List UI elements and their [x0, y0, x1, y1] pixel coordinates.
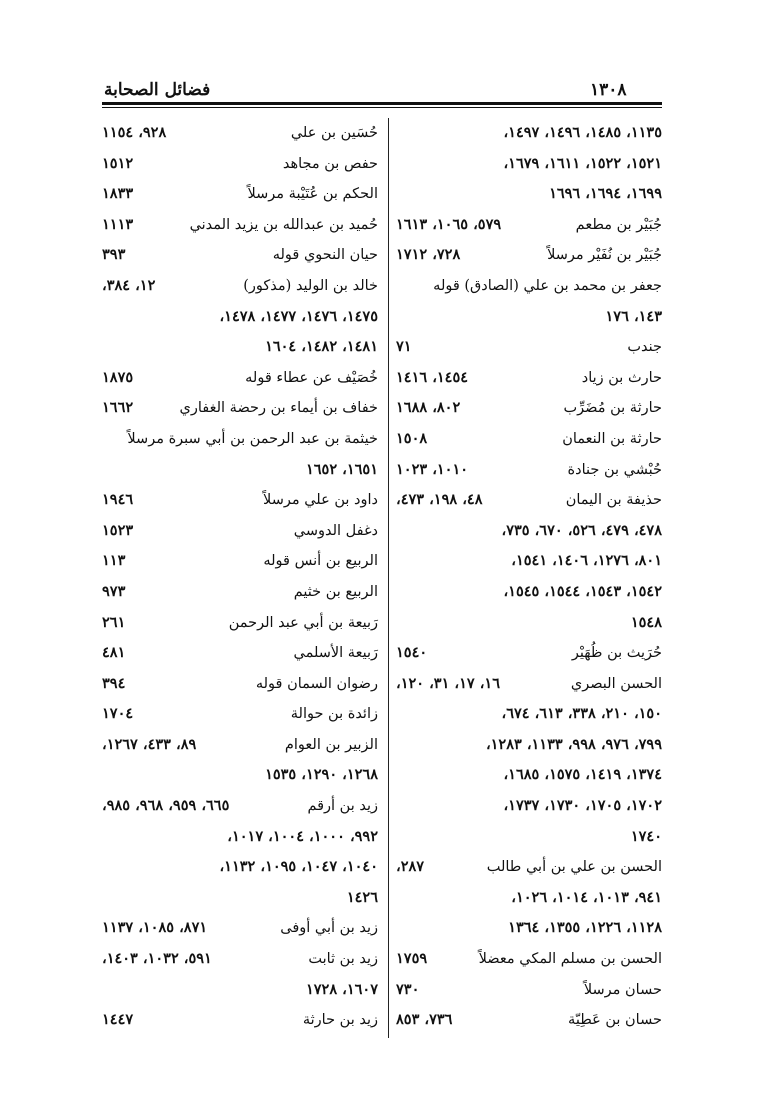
entry-references: ٤٨١ — [102, 644, 126, 662]
entry-references: ١٠١٠، ١٠٢٣ — [396, 460, 469, 478]
entry-references: ١٠٤٠، ١٠٤٧، ١٠٩٥، ١١٣٢، — [219, 858, 378, 876]
entry-references: ١٥٤٠ — [396, 644, 428, 662]
index-entry-line — [396, 975, 662, 1006]
entry-name: الحكم بن عُتَيْبة مرسلاً — [247, 186, 378, 203]
index-entry-line — [396, 608, 662, 639]
entry-name: رضوان السمان قوله — [255, 675, 378, 692]
entry-name: الربيع بن أنس قوله — [263, 553, 378, 570]
index-entry-line — [396, 944, 662, 975]
entry-references: ٤٨، ١٩٨، ٤٧٣، — [396, 491, 483, 509]
entry-name: الحسن بن علي بن أبي طالب — [486, 859, 662, 876]
entry-name: زائدة بن حوالة — [290, 706, 378, 723]
index-entry-line — [396, 760, 662, 791]
entry-name: خُصَيْف عن عطاء قوله — [245, 369, 378, 386]
index-entry-line — [102, 332, 378, 363]
column-divider — [388, 118, 389, 1038]
index-entry-line — [102, 975, 378, 1006]
entry-references: ٢٨٧، — [396, 858, 425, 876]
entry-references: ٧٩٩، ٩٧٦، ٩٩٨، ١١٣٣، ١٢٨٣، — [485, 735, 662, 753]
entry-name: الربيع بن خثيم — [293, 583, 378, 600]
entry-name: حُميد بن عبدالله بن يزيد المدني — [189, 216, 378, 233]
entry-references: ١٦، ١٧، ٣١، ١٢٠، — [396, 674, 500, 692]
index-entry-line — [102, 608, 378, 639]
entry-references: ٧١ — [396, 338, 412, 356]
entry-name: حارثة بن النعمان — [562, 430, 662, 447]
entry-references: ١٥١٢ — [102, 154, 134, 172]
entry-references: ٥٩١، ١٠٣٢، ١٤٠٣، — [102, 950, 212, 968]
entry-references: ٨٧١، ١٠٨٥، ١١٣٧ — [102, 919, 208, 937]
entry-name: الحسن بن مسلم المكي معضلاً — [478, 951, 662, 968]
entry-name: حيان النحوي قوله — [272, 247, 378, 264]
index-entry-line — [102, 393, 378, 424]
header-rule-thin — [102, 107, 662, 108]
entry-references: ١٤٥٤، ١٤١٦ — [396, 368, 469, 386]
entry-references: ٩٤١، ١٠١٣، ١٠١٤، ١٠٢٦، — [511, 888, 662, 906]
index-entry-line — [102, 822, 378, 853]
index-entry-line — [102, 730, 378, 761]
index-entry-line — [102, 363, 378, 394]
index-column-left — [102, 118, 378, 1038]
index-entry-line — [396, 852, 662, 883]
entry-references: ١٥٢١، ١٥٢٢، ١٦١١، ١٦٧٩، — [503, 154, 662, 172]
index-entry-line — [102, 210, 378, 241]
index-entry-line — [102, 546, 378, 577]
entry-name: جندب — [627, 339, 662, 356]
entry-references: ١٦٩٩، ١٦٩٤، ١٦٩٦ — [549, 185, 662, 203]
entry-name: رَبيعة الأسلمي — [293, 645, 378, 662]
index-entry-line — [396, 455, 662, 486]
index-entry-line — [396, 730, 662, 761]
index-entry-line — [102, 240, 378, 271]
entry-name: داود بن علي مرسلاً — [263, 492, 378, 509]
index-entry-line — [396, 210, 662, 241]
index-entry-line — [102, 424, 378, 455]
entry-references: ١١٣ — [102, 552, 126, 570]
entry-references: ١٧٠٤ — [102, 705, 134, 723]
index-entry-line — [396, 883, 662, 914]
entry-references: ٥٧٩، ١٠٦٥، ١٦١٣ — [396, 215, 502, 233]
index-entry-line — [396, 393, 662, 424]
running-title: فضائل الصحابة — [104, 80, 211, 100]
entry-references: ١٨٧٥ — [102, 368, 134, 386]
entry-references: ١٥٤٢، ١٥٤٣، ١٥٤٤، ١٥٤٥، — [503, 582, 662, 600]
entry-name: حسان بن عَطِيّة — [568, 1012, 662, 1029]
index-entry-line — [396, 516, 662, 547]
index-entry-line — [102, 455, 378, 486]
entry-references: ٣٩٤ — [102, 674, 126, 692]
entry-name: جُبَيْر بن نُفَيْر مرسلاً — [547, 247, 662, 264]
index-entry-line — [102, 913, 378, 944]
entry-references: ١٦٦٢ — [102, 399, 134, 417]
entry-references: ٧٢٨، ١٧١٢ — [396, 246, 461, 264]
entry-references: ١٥٠، ٢١٠، ٣٣٨، ٦١٣، ٦٧٤، — [501, 705, 662, 723]
index-entry-line — [102, 118, 378, 149]
entry-references: ١٧٥٩ — [396, 950, 428, 968]
entry-references: ١٨٣٣ — [102, 185, 134, 203]
index-entry-line — [396, 1005, 662, 1036]
index-entry-line — [396, 669, 662, 700]
entry-name: حارثة بن مُضَرِّب — [563, 400, 662, 417]
entry-references: ٦٦٥، ٩٥٩، ٩٦٨، ٩٨٥، — [102, 797, 230, 815]
index-entry-line — [102, 638, 378, 669]
entry-references: ٩٢٨، ١١٥٤ — [102, 124, 167, 141]
entry-references: ٨٠٢، ١٦٨٨ — [396, 399, 461, 417]
index-entry-line — [102, 944, 378, 975]
index-entry-line — [396, 577, 662, 608]
index-entry-line — [102, 302, 378, 333]
index-entry-line — [396, 271, 662, 302]
entry-references: ١٩٤٦ — [102, 491, 134, 509]
index-entry-line — [102, 852, 378, 883]
entry-name: زيد بن حارثة — [302, 1012, 378, 1029]
entry-references: ١٦٠٧، ١٧٢٨ — [305, 980, 378, 998]
entry-name: الحسن البصري — [570, 675, 662, 692]
page-header — [102, 80, 662, 112]
header-rule — [102, 102, 662, 108]
index-entry-line — [396, 302, 662, 333]
index-entry-line — [102, 271, 378, 302]
entry-name: جُبَيْر بن مطعم — [575, 216, 662, 233]
entry-references: ١٦٥١، ١٦٥٢ — [305, 460, 378, 478]
index-entry-line — [396, 546, 662, 577]
entry-references: ٨٠١، ١٢٧٦، ١٤٠٦، ١٥٤١، — [511, 552, 662, 570]
index-entry-line — [102, 699, 378, 730]
index-entry-line — [102, 791, 378, 822]
entry-name: حُبْشي بن جنادة — [567, 461, 662, 478]
index-entry-line — [396, 424, 662, 455]
index-entry-line — [396, 332, 662, 363]
entry-name: حارث بن زياد — [581, 369, 662, 386]
entry-references: ١١٢٨، ١٢٢٦، ١٣٥٥، ١٣٦٤ — [508, 919, 662, 937]
entry-references: ٩٧٣ — [102, 582, 126, 600]
entry-name: حفص بن مجاهد — [282, 155, 378, 172]
index-entry-line — [396, 485, 662, 516]
entry-references: ١٢٦٨، ١٢٩٠، ١٥٣٥ — [265, 766, 378, 784]
entry-references: ١٣٧٤، ١٤١٩، ١٥٧٥، ١٦٨٥، — [503, 766, 662, 784]
entry-name: رَبيعة بن أبي عبد الرحمن — [228, 614, 378, 631]
entry-name: خفاف بن أيماء بن رحضة الغفاري — [179, 400, 378, 417]
entry-references: ١٥٠٨ — [396, 429, 428, 447]
header-rule-thick — [102, 102, 662, 105]
entry-references: ١٥٤٨ — [630, 613, 662, 631]
index-entry-line — [396, 240, 662, 271]
entry-references: ٩٩٢، ١٠٠٠، ١٠٠٤، ١٠١٧، — [227, 827, 378, 845]
entry-name: حُرَيث بن ظُهَيْر — [571, 645, 662, 662]
index-entry-line — [102, 669, 378, 700]
entry-references: ١٤٨١، ١٤٨٢، ١٦٠٤ — [265, 338, 378, 356]
index-entry-line — [396, 363, 662, 394]
entry-references: ١١١٣ — [102, 215, 134, 233]
index-entry-line — [396, 179, 662, 210]
entry-references: ١٤٢٦ — [346, 888, 378, 906]
entry-references: ١١٣٥، ١٤٨٥، ١٤٩٦، ١٤٩٧، — [503, 124, 662, 141]
entry-name: حذيفة بن اليمان — [565, 492, 662, 509]
entry-references: ١٥٢٣ — [102, 521, 134, 539]
index-entry-line — [102, 883, 378, 914]
entry-references: ٤٧٨، ٤٧٩، ٥٢٦، ٦٧٠، ٧٣٥، — [501, 521, 662, 539]
entry-name: جعفر بن محمد بن علي (الصادق) قوله — [433, 277, 662, 294]
index-entry-line — [102, 1005, 378, 1036]
entry-references: ١٧٠٢، ١٧٠٥، ١٧٣٠، ١٧٣٧، — [503, 797, 662, 815]
entry-references: ١٢، ٣٨٤، — [102, 276, 156, 294]
entry-name: خالد بن الوليد (مذكور) — [243, 277, 378, 294]
page-number: ١٣٠٨ — [590, 80, 627, 100]
entry-references: ٨٩، ٤٣٣، ١٢٦٧، — [102, 735, 197, 753]
index-column-right — [396, 118, 662, 1038]
index-entry-line — [102, 516, 378, 547]
index-entry-line — [396, 118, 662, 149]
entry-name: زيد بن أرقم — [307, 798, 378, 815]
entry-references: ١٤٤٧ — [102, 1011, 134, 1029]
entry-name: حُسَين بن علي — [290, 125, 378, 141]
entry-references: ١٤٣، ١٧٦ — [605, 307, 662, 325]
index-entry-line — [102, 577, 378, 608]
entry-name: حسان مرسلاً — [583, 981, 662, 998]
index-entry-line — [102, 149, 378, 180]
entry-references: ٧٣٦، ٨٥٣ — [396, 1011, 453, 1029]
index-entry-line — [396, 699, 662, 730]
entry-name: زيد بن أبي أوفى — [280, 920, 378, 937]
entry-name: زيد بن ثابت — [308, 951, 378, 968]
entry-references: ٣٩٣ — [102, 246, 126, 264]
entry-references: ٢٦١ — [102, 613, 126, 631]
index-entry-line — [396, 913, 662, 944]
index-entry-line — [102, 485, 378, 516]
index-entry-line — [102, 179, 378, 210]
entry-references: ١٤٧٥، ١٤٧٦، ١٤٧٧، ١٤٧٨، — [219, 307, 378, 325]
index-entry-line — [396, 638, 662, 669]
entry-name: الزبير بن العوام — [284, 736, 378, 753]
index-entry-line — [396, 822, 662, 853]
entry-references: ١٧٤٠ — [630, 827, 662, 845]
entry-references: ٧٣٠ — [396, 980, 420, 998]
index-entry-line — [396, 791, 662, 822]
index-entry-line — [102, 760, 378, 791]
index-entry-line — [396, 149, 662, 180]
entry-name: دغفل الدوسي — [293, 522, 378, 539]
entry-name: خيثمة بن عبد الرحمن بن أبي سبرة مرسلاً — [127, 430, 378, 447]
